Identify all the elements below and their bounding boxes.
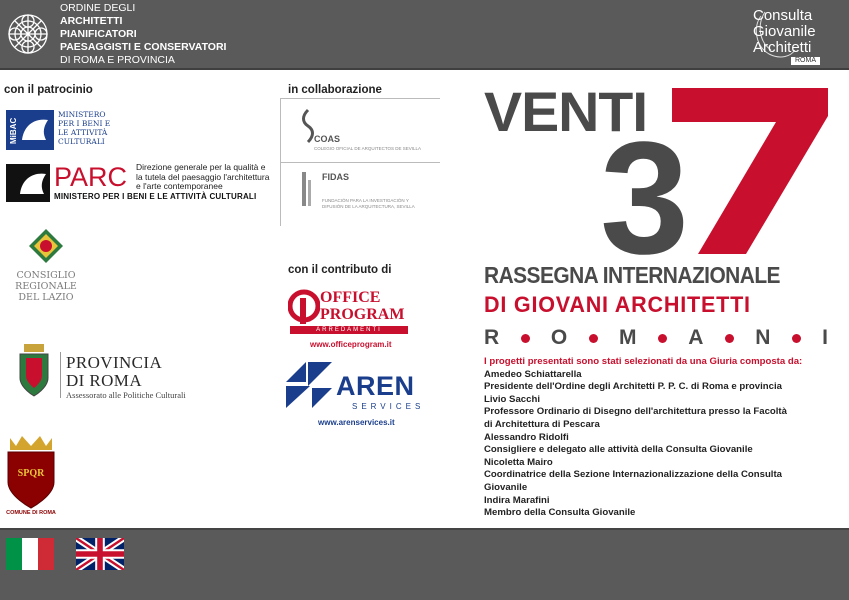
lazio-text bbox=[10, 270, 82, 303]
comune-caption: COMUNE DI ROMA bbox=[6, 510, 56, 516]
flag-stripe bbox=[38, 538, 54, 570]
mibac-line: PER I BENI E bbox=[58, 119, 111, 128]
mibac-logo[interactable] bbox=[6, 110, 112, 152]
parc-emblem-icon bbox=[6, 164, 50, 202]
jury-line: di Architettura di Pescara bbox=[484, 418, 600, 430]
ordine-architetti-name[interactable] bbox=[60, 2, 226, 67]
aren-emblem-icon bbox=[286, 360, 334, 410]
romani-letter: O bbox=[550, 326, 568, 349]
red-seven-icon bbox=[660, 86, 830, 256]
aren-services-logo[interactable] bbox=[286, 360, 426, 430]
provincia-name bbox=[66, 354, 162, 390]
ordine-line: DI ROMA E PROVINCIA bbox=[60, 54, 175, 66]
jury-line: Amedeo Schiattarella bbox=[484, 368, 582, 380]
ordine-rosette-icon[interactable] bbox=[6, 6, 50, 62]
fidas-sub-line: FUNDACIÓN PARA LA INVESTIGACIÓN Y bbox=[322, 198, 409, 203]
jury-list bbox=[484, 356, 824, 520]
jury-line: Livio Sacchi bbox=[484, 393, 540, 405]
provincia-line: PROVINCIA bbox=[66, 353, 163, 372]
provincia-sub: Assessorato alle Politiche Culturali bbox=[66, 390, 186, 400]
office-line: PROGRAM bbox=[320, 306, 405, 323]
parc-ministero: MINISTERO PER I BENI E LE ATTIVITÀ CULTURALI bbox=[54, 192, 257, 201]
aren-name: AREN bbox=[336, 371, 415, 401]
romani-letter: I bbox=[822, 326, 828, 349]
romani-dot bbox=[521, 334, 530, 343]
cga-line: Giovanile bbox=[753, 23, 816, 40]
fidas-sub-line: DIFUSIÓN DE LA ARQUITECTURA, SEVILLA bbox=[322, 204, 415, 209]
collab-divider bbox=[280, 98, 440, 99]
romani-letter: M bbox=[619, 326, 637, 349]
fidas-name: FIDAS bbox=[322, 172, 349, 182]
jury-line: Presidente dell'Ordine degli Architetti P. P. C. di Roma e provincia bbox=[484, 381, 782, 393]
venti-title: VENTI bbox=[484, 80, 648, 143]
aren-services: SERVICES bbox=[352, 402, 425, 411]
coas-name: COAS bbox=[314, 134, 341, 144]
jury-line: Alessandro Ridolfi bbox=[484, 431, 569, 443]
office-program-emblem-icon bbox=[288, 288, 320, 326]
cga-line: Consulta bbox=[753, 7, 813, 24]
collaborazione-logos bbox=[280, 98, 440, 226]
flag-stripe bbox=[22, 538, 38, 570]
fidas-sub bbox=[322, 198, 415, 210]
rassegna-heading: RASSEGNA INTERNAZIONALE bbox=[484, 262, 780, 288]
mibac-emblem-icon bbox=[6, 110, 54, 150]
romani-word bbox=[484, 324, 828, 352]
jury-line: Giovanile bbox=[484, 481, 528, 493]
flag-stripe bbox=[6, 538, 22, 570]
mibac-text bbox=[58, 110, 110, 146]
collab-divider bbox=[280, 162, 440, 163]
jury-line: Nicoletta Mairo bbox=[484, 456, 553, 468]
provincia-crest-icon bbox=[16, 344, 52, 398]
comune-roma-logo[interactable] bbox=[2, 434, 60, 518]
ordine-line: ORDINE DEGLI bbox=[60, 2, 136, 14]
cga-roma-tag: ROMA bbox=[791, 57, 820, 65]
consiglio-lazio-logo[interactable] bbox=[10, 224, 90, 308]
lazio-crest-icon bbox=[28, 228, 64, 264]
lazio-line: DEL LAZIO bbox=[18, 292, 74, 303]
jury-line: Consigliere e delegato alle attività della Consulta Giovanile bbox=[484, 444, 753, 456]
romani-letter: A bbox=[688, 326, 704, 349]
provincia-roma-logo[interactable] bbox=[16, 344, 196, 406]
jury-line: Coordinatrice della Sezione Internazionalizzazione della Consulta bbox=[484, 469, 782, 481]
lazio-line: REGIONALE bbox=[15, 281, 77, 292]
cga-line: Architetti bbox=[753, 39, 812, 56]
office-program-logo[interactable] bbox=[288, 286, 412, 348]
uk-flag-icon[interactable] bbox=[76, 538, 124, 570]
mibac-line: LE ATTIVITÀ bbox=[58, 128, 108, 137]
parc-logo[interactable] bbox=[6, 162, 268, 204]
number-three: 3 bbox=[600, 108, 689, 287]
provincia-line: DI ROMA bbox=[66, 371, 142, 390]
romani-dot bbox=[589, 334, 598, 343]
aren-url[interactable]: www.arenservices.it bbox=[318, 418, 395, 427]
romani-letter: R bbox=[484, 326, 500, 349]
consulta-giovanile-logo[interactable] bbox=[751, 6, 845, 66]
contributo-label: con il contributo di bbox=[288, 264, 392, 276]
ordine-line: ARCHITETTI bbox=[60, 15, 123, 27]
jury-intro: I progetti presentati sono stati selezionati da una Giuria composta da: bbox=[484, 356, 803, 367]
provincia-divider bbox=[60, 352, 61, 398]
patrocinio-label: con il patrocinio bbox=[4, 84, 93, 96]
svg-text:MiBAC: MiBAC bbox=[9, 117, 18, 144]
svg-text:SPQR: SPQR bbox=[17, 468, 45, 479]
ordine-line: PIANIFICATORI bbox=[60, 28, 137, 40]
romani-dot bbox=[658, 334, 667, 343]
jury-line: Indira Marafini bbox=[484, 494, 550, 506]
fidas-logo-icon[interactable] bbox=[300, 170, 314, 210]
jury-line: Professore Ordinario di Disegno dell'architettura presso la Facoltà bbox=[484, 406, 787, 418]
romani-dot bbox=[792, 334, 801, 343]
romani-letter: N bbox=[755, 326, 771, 349]
parc-description: Direzione generale per la qualità e la tutela del paesaggio l'architettura e l'arte contemporanee bbox=[136, 162, 270, 191]
lazio-line: CONSIGLIO bbox=[16, 270, 76, 281]
parc-title: PARC bbox=[54, 162, 128, 192]
mibac-line: MINISTERO bbox=[58, 110, 106, 119]
ordine-line: PAESAGGISTI E CONSERVATORI bbox=[60, 41, 227, 53]
coas-sub: COLEGIO OFICIAL DE ARQUITECTOS DE SEVILLA bbox=[314, 146, 422, 151]
footer-bar bbox=[0, 528, 849, 600]
giovani-heading: DI GIOVANI ARCHITETTI bbox=[484, 292, 751, 317]
spqr-crest-icon bbox=[2, 434, 60, 510]
header-bar bbox=[0, 0, 849, 70]
collaborazione-label: in collaborazione bbox=[288, 84, 382, 96]
italian-flag-icon[interactable] bbox=[6, 538, 54, 570]
office-url[interactable]: www.officeprogram.it bbox=[310, 340, 392, 349]
romani-dot bbox=[725, 334, 734, 343]
office-line: OFFICE bbox=[320, 289, 381, 306]
mibac-line: CULTURALI bbox=[58, 137, 105, 146]
office-bar: ARREDAMENTI bbox=[290, 326, 408, 334]
jury-line: Membro della Consulta Giovanile bbox=[484, 507, 636, 519]
